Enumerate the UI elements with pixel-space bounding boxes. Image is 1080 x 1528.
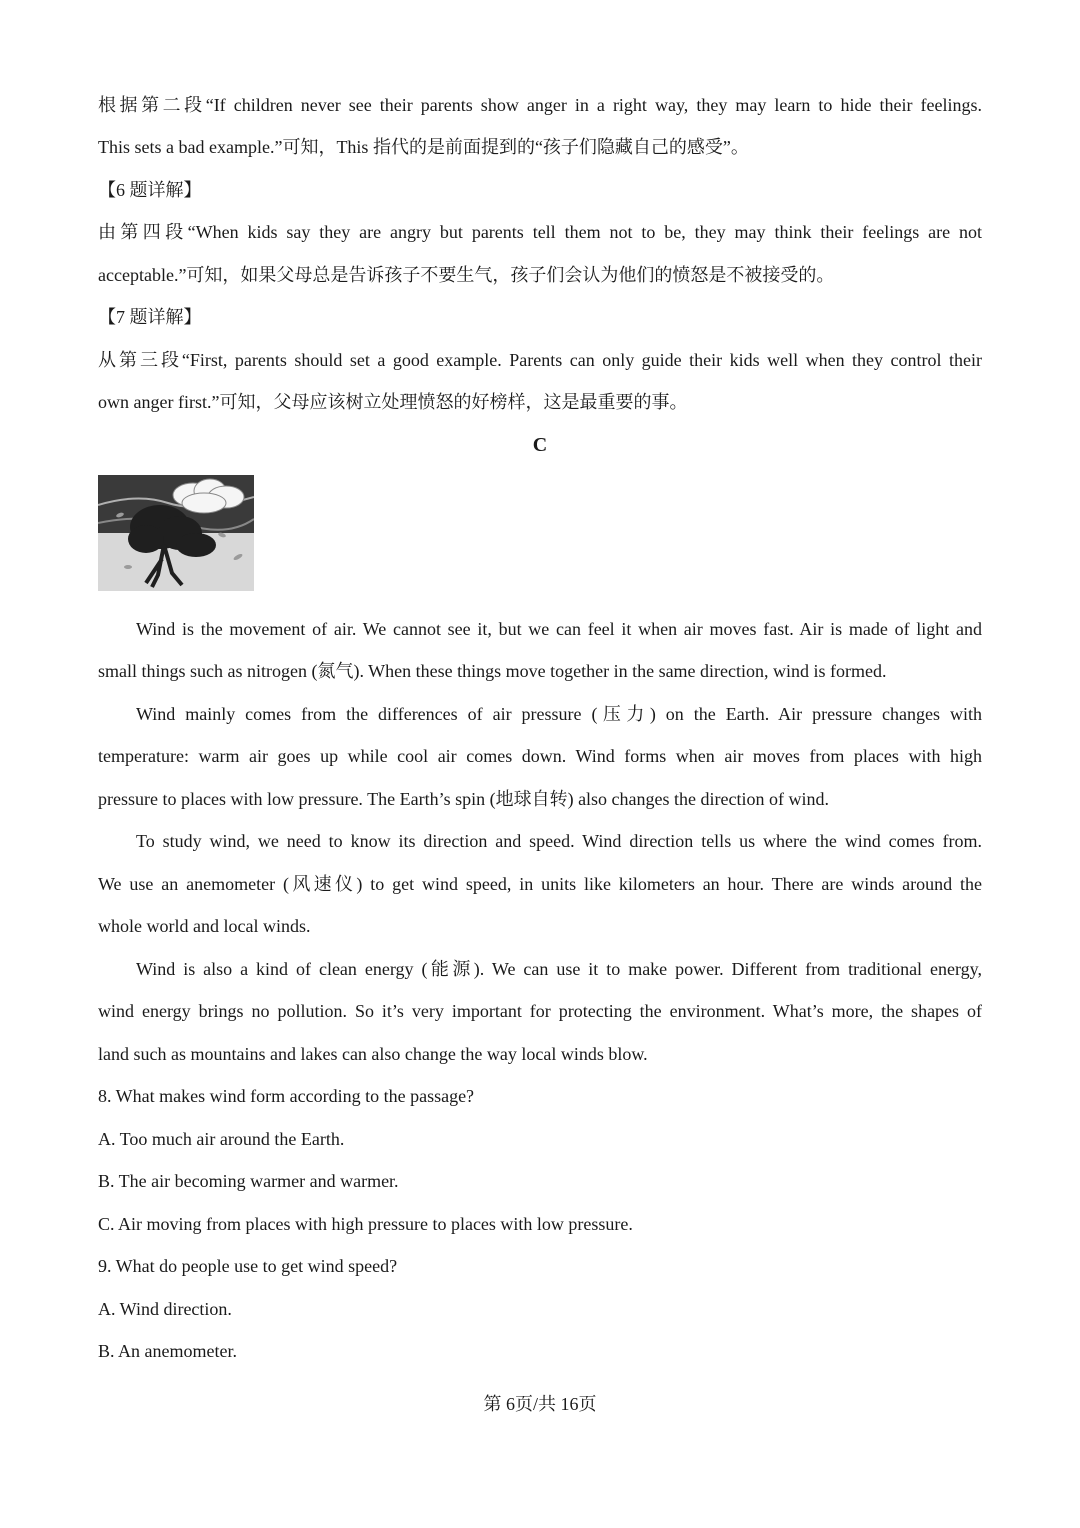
question-6-heading: 【6 题详解】 xyxy=(98,180,202,200)
explanation-line: acceptable.”可知，如果父母总是告诉孩子不要生气，孩子们会认为他们的愤怒是不被接受的。 xyxy=(98,265,835,285)
explanation-line: 由第四段“When kids say they are angry but parents tell them not to be, they may think their feelings are not xyxy=(98,222,982,242)
question-8: 8. What makes wind form according to the passage? xyxy=(98,1086,475,1106)
explanation-line: own anger first.”可知，父母应该树立处理愤怒的好榜样，这是最重要的事。 xyxy=(98,392,688,412)
explanation-line: 从第三段“First, parents should set a good example. Parents can only guide their kids well when they control their xyxy=(98,350,982,370)
paragraph-line: whole world and local winds. xyxy=(98,916,311,936)
paragraph-line: To study wind, we need to know its direction and speed. Wind direction tells us where the wind comes from. xyxy=(136,831,982,851)
question-8-option-a: A. Too much air around the Earth. xyxy=(98,1129,345,1149)
paragraph-line: temperature: warm air goes up while cool air comes down. Wind forms when air moves from places with high xyxy=(98,746,982,766)
paragraph-line: small things such as nitrogen (氮气). When these things move together in the same direction, wind is formed. xyxy=(98,661,887,681)
paragraph-line: wind energy brings no pollution. So it’s very important for protecting the environment. What’s more, the shapes of xyxy=(98,1001,982,1021)
paragraph-line: pressure to places with low pressure. The Earth’s spin (地球自转) also changes the direction of wind. xyxy=(98,789,829,809)
page-number: 第 6页/共 16页 xyxy=(483,1394,597,1414)
explanation-line: 根据第二段“If children never see their parents show anger in a right way, they may learn to hide their feelings. xyxy=(98,95,982,115)
paragraph-line: Wind mainly comes from the differences of air pressure (压力) on the Earth. Air pressure changes with xyxy=(136,704,982,724)
explanation-line: This sets a bad example.”可知，This 指代的是前面提到的“孩子们隐藏自己的感受”。 xyxy=(98,137,749,157)
question-9-option-a: A. Wind direction. xyxy=(98,1299,232,1319)
question-9-option-b: B. An anemometer. xyxy=(98,1341,237,1361)
question-7-heading: 【7 题详解】 xyxy=(98,307,202,327)
section-title: C xyxy=(532,434,548,456)
question-9: 9. What do people use to get wind speed? xyxy=(98,1256,398,1276)
question-8-option-b: B. The air becoming warmer and warmer. xyxy=(98,1171,399,1191)
wind-tree-illustration xyxy=(98,475,254,591)
question-8-option-c: C. Air moving from places with high pressure to places with low pressure. xyxy=(98,1214,633,1234)
paragraph-line: We use an anemometer (风速仪) to get wind speed, in units like kilometers an hour. There are winds around the xyxy=(98,874,982,894)
paragraph-line: Wind is also a kind of clean energy (能源). We can use it to make power. Different from traditional energy, xyxy=(136,959,982,979)
paragraph-line: land such as mountains and lakes can also change the way local winds blow. xyxy=(98,1044,648,1064)
paragraph-line: Wind is the movement of air. We cannot see it, but we can feel it when air moves fast. Air is made of light and xyxy=(136,619,982,639)
